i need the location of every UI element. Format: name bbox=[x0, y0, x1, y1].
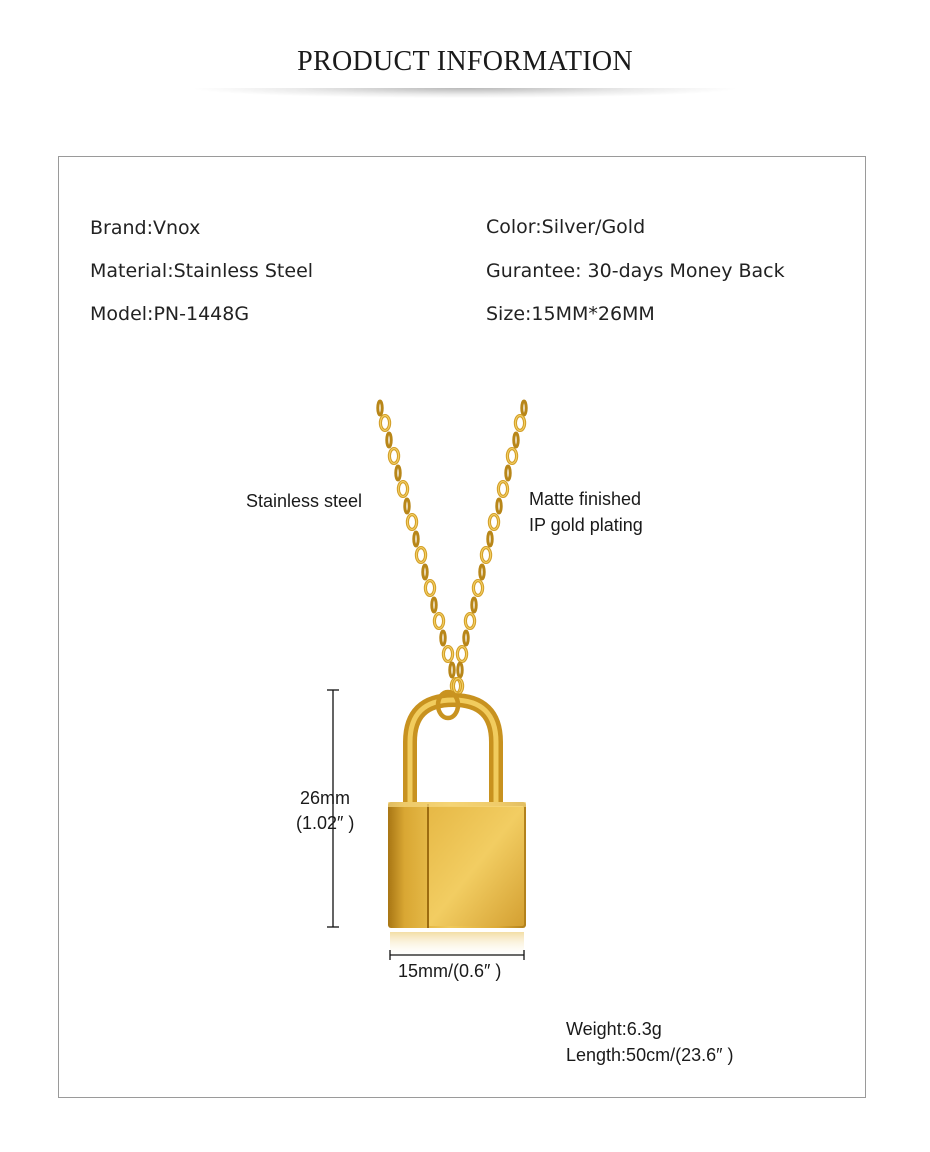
spec-guarantee: Gurantee: 30-days Money Back bbox=[486, 260, 785, 282]
padlock-body bbox=[388, 802, 526, 928]
chain-right bbox=[453, 401, 526, 693]
spec-color: Color:Silver/Gold bbox=[486, 216, 646, 238]
callout-length: Length:50cm/(23.6″ ) bbox=[566, 1045, 734, 1065]
callout-height-mm: 26mm bbox=[300, 788, 351, 808]
callout-height-in: (1.02″ ) bbox=[296, 813, 355, 833]
chain-left bbox=[378, 401, 461, 693]
callout-finish-line2: IP gold plating bbox=[529, 515, 643, 535]
callout-weight: Weight:6.3g bbox=[566, 1019, 662, 1039]
callout-chain-material: Stainless steel bbox=[246, 491, 363, 511]
spec-brand: Brand:Vnox bbox=[90, 217, 201, 239]
spec-size: Size:15MM*26MM bbox=[486, 303, 655, 325]
spec-model: Model:PN-1448G bbox=[90, 303, 250, 325]
callout-finish-line1: Matte finished bbox=[529, 489, 642, 509]
page-title: PRODUCT INFORMATION bbox=[297, 46, 633, 77]
callout-width: 15mm/(0.6″ ) bbox=[398, 961, 502, 981]
padlock-reflection bbox=[390, 932, 524, 958]
spec-material: Material:Stainless Steel bbox=[90, 260, 314, 282]
